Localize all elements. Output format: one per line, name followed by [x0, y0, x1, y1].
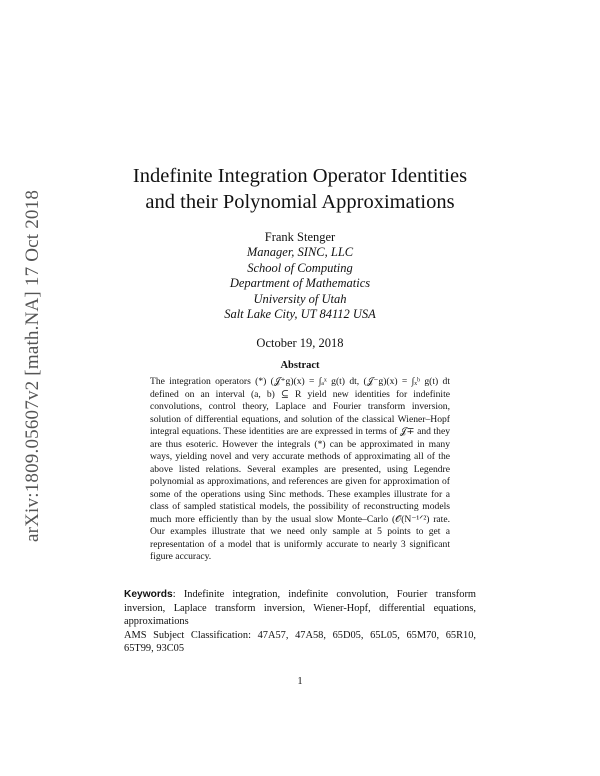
page-number: 1: [297, 676, 303, 687]
affiliation-line-2: School of Computing: [247, 260, 353, 275]
affiliation-line-1: Manager, SINC, LLC: [246, 245, 354, 260]
title-line-2: and their Polynomial Approximations: [145, 191, 455, 213]
keywords-text: : Indefinite integration, indefinite convolution, Fourier transform inversion, Laplace transform inversion, Wiener-Hopf, differential equations, approximations: [124, 589, 476, 628]
keywords-block: [124, 588, 476, 656]
author-name: Frank Stenger: [264, 230, 336, 244]
arxiv-identifier-text: arXiv:1809.05607v2 [math.NA] 17 Oct 2018: [22, 189, 43, 543]
abstract-heading: Abstract: [280, 360, 320, 371]
ams-classification: AMS Subject Classification: 47A57, 47A58, 65D05, 65L05, 65M70, 65R10, 65T99, 93C05: [124, 629, 476, 655]
affiliation-line-3: Department of Mathematics: [229, 276, 371, 291]
paper-title: [0, 163, 600, 215]
title-line-1: Indefinite Integration Operator Identities: [132, 165, 468, 187]
affiliation-line-4: University of Utah: [253, 291, 347, 306]
author-block: [0, 230, 600, 322]
affiliation-line-5: Salt Lake City, UT 84112 USA: [224, 307, 376, 322]
abstract-text: The integration operators (*) (𝒥⁺g)(x) = ∫ₐˣ g(t) dt, (𝒥⁻g)(x) = ∫ₓᵇ g(t) dt defined on an interval (a, b) ⊆ R yield new identities for indefinite convolutions, control theory, Laplace and Fourier transform inversion, solution of differential equations, and solution of the classical Wiener–Hopf integral equations. These identities are are expressed in terms of 𝒥∓ and they are thus esoteric. However the integrals (*) can be approximated in many ways, yielding novel and very accurate methods of approximating all of the above listed relations. Several examples are presented, using Legendre polynomial as approximations, and references are given for approximation of some of the operations using Sinc methods. These examples illustrate for a class of sampled statistical models, the possibility of reconstructing models much more efficiently than by the usual slow Monte–Carlo (𝒪(N⁻¹ᐟ²) rate. Our examples illustrate that we need only sample at 5 points to get a representation of a model that is uniformly accurate to nearly 3 significant figure accuracy.: [150, 376, 450, 562]
keywords-label: Keywords: [124, 589, 173, 600]
paper-date: October 19, 2018: [256, 336, 344, 350]
keywords-paragraph: [124, 588, 476, 629]
abstract-body: [150, 376, 450, 564]
